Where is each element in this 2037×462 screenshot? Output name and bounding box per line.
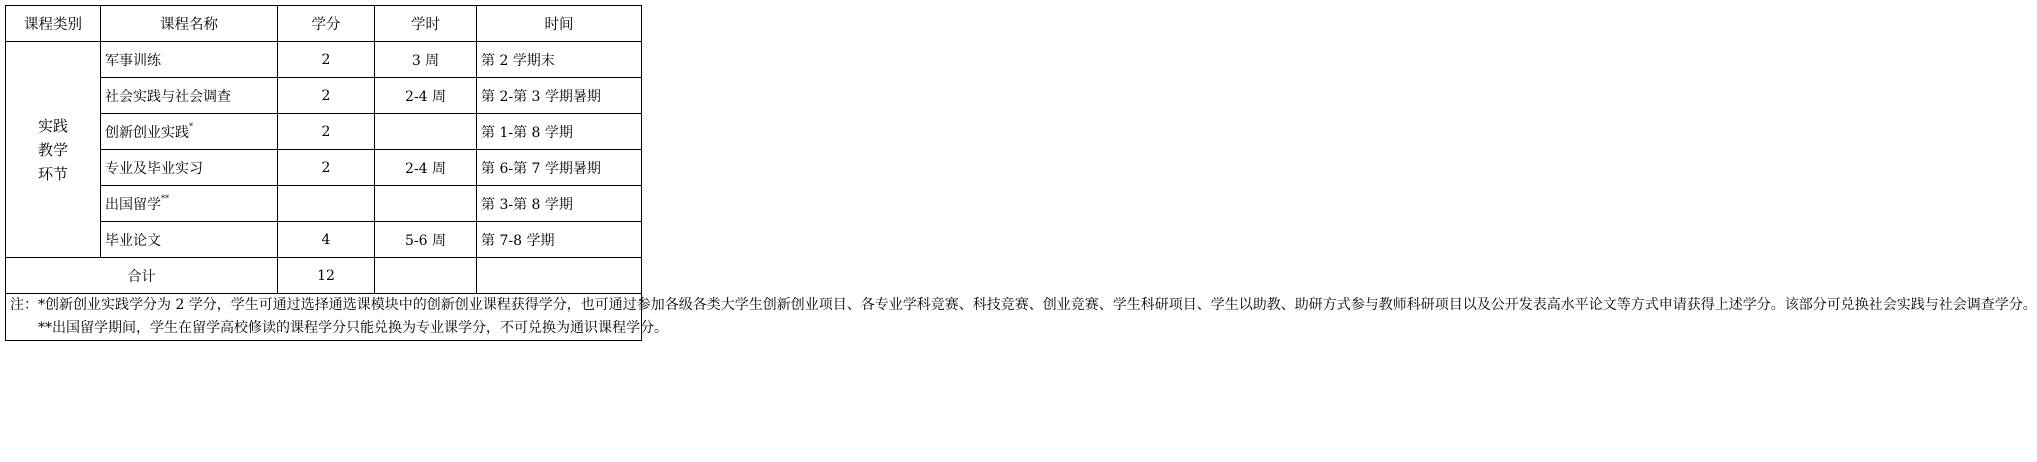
- header-credits: 学分: [278, 6, 375, 42]
- credits-cell: 4: [278, 222, 375, 258]
- credits-cell: [278, 186, 375, 222]
- header-time: 时间: [477, 6, 642, 42]
- hours-cell: 2-4 周: [375, 150, 477, 186]
- category-cell: [6, 42, 101, 258]
- table-row: [6, 186, 642, 222]
- hours-cell: 5-6 周: [375, 222, 477, 258]
- credits-cell: 2: [278, 150, 375, 186]
- notes-row: [6, 294, 642, 341]
- course-table: [5, 5, 2037, 341]
- note-creative-practice: 注：*创新创业实践学分为 2 学分，学生可通过选择通选课模块中的创新创业课程获得学分，也可通过参加各级各类大学生创新创业项目、各专业学科竞赛、科技竞赛、创业竞赛、学生科研项目、学生以助教、助研方式参与教师科研项目以及公开发表高水平论文等方式申请获得上述学分。该部分可兑换社会实践与社会调查学分。: [10, 297, 2037, 313]
- header-course-name: 课程名称: [101, 6, 278, 42]
- table-row: [6, 150, 642, 186]
- empty-cell: [375, 258, 477, 294]
- note-study-abroad: **出国留学期间，学生在留学高校修读的课程学分只能兑换为专业课学分，不可兑换为通识课程学分。: [38, 320, 668, 336]
- hours-cell: 2-4 周: [375, 78, 477, 114]
- total-label: 合计: [6, 258, 278, 294]
- category-line: 实践: [37, 116, 68, 135]
- header-category: 课程类别: [6, 6, 101, 42]
- hours-cell: [375, 114, 477, 150]
- total-row: [6, 258, 642, 294]
- total-value: 12: [278, 258, 375, 294]
- table-row: [6, 222, 642, 258]
- table-header-row: [6, 6, 642, 42]
- notes-cell: [6, 294, 2037, 341]
- course-name-cell: 社会实践与社会调查: [101, 78, 278, 114]
- hours-cell: 3 周: [375, 42, 477, 78]
- table-row: [6, 114, 642, 150]
- category-line: 教学: [37, 140, 68, 159]
- credits-cell: 2: [278, 42, 375, 78]
- credits-cell: 2: [278, 78, 375, 114]
- course-name-cell: 专业及毕业实习: [101, 150, 278, 186]
- course-name-cell: 毕业论文: [101, 222, 278, 258]
- time-cell: 第 2 学期末: [477, 42, 642, 78]
- course-name-cell: 军事训练: [101, 42, 278, 78]
- time-cell: 第 2-第 3 学期暑期: [477, 78, 642, 114]
- time-cell: 第 6-第 7 学期暑期: [477, 150, 642, 186]
- credits-cell: 2: [278, 114, 375, 150]
- header-hours: 学时: [375, 6, 477, 42]
- course-name-cell: 创新创业实践*: [101, 114, 278, 150]
- time-cell: 第 1-第 8 学期: [477, 114, 642, 150]
- table-row: [6, 42, 642, 78]
- category-line: 环节: [37, 164, 68, 183]
- table-row: [6, 78, 642, 114]
- time-cell: 第 3-第 8 学期: [477, 186, 642, 222]
- empty-cell: [477, 258, 642, 294]
- time-cell: 第 7-8 学期: [477, 222, 642, 258]
- course-name-cell: 出国留学**: [101, 186, 278, 222]
- hours-cell: [375, 186, 477, 222]
